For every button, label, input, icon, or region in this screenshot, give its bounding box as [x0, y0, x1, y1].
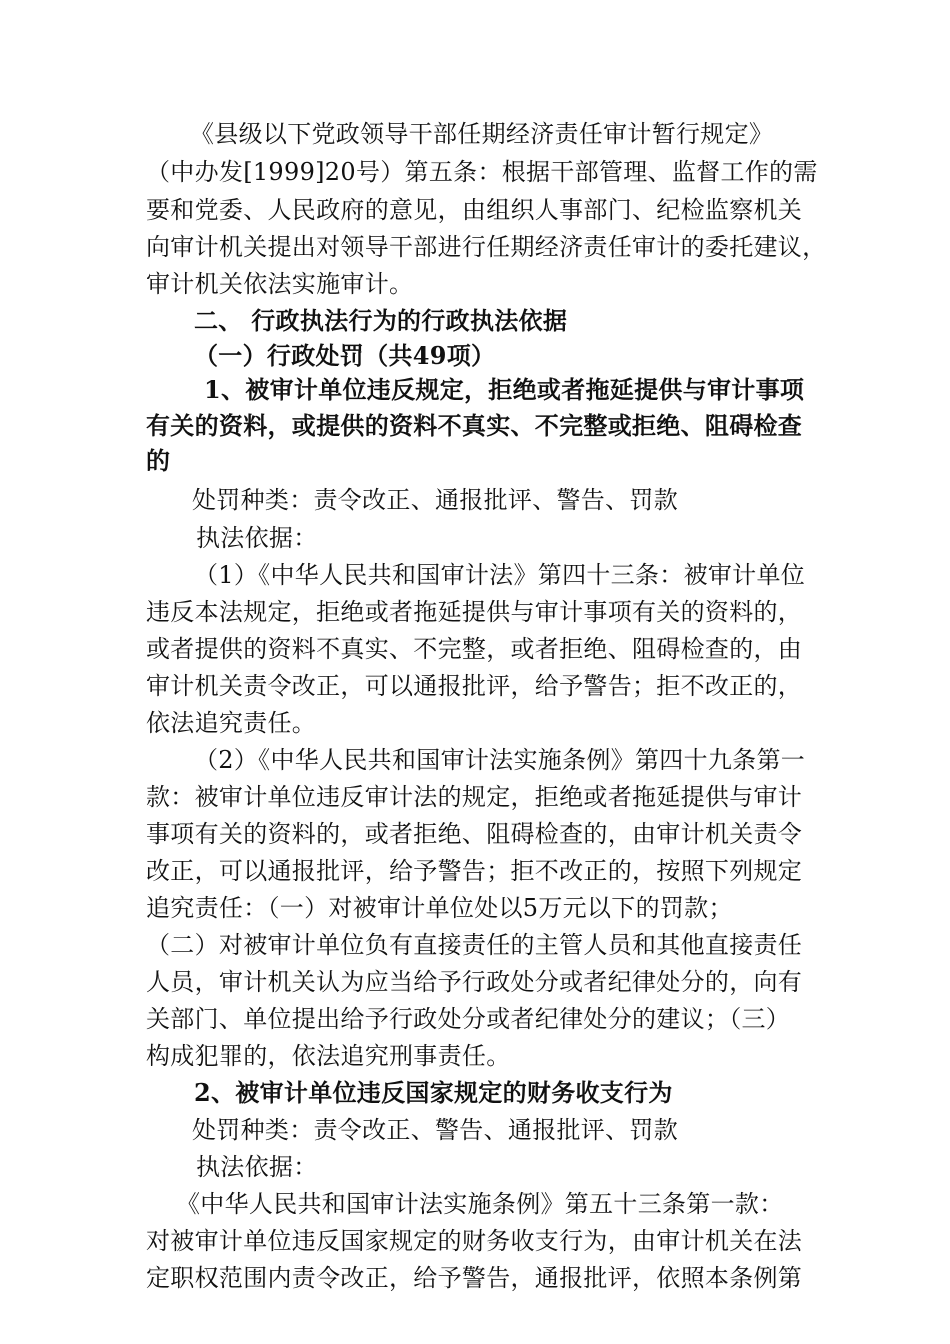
text-line: （中办发[1999]20号）第五条：根据干部管理、监督工作的需 — [146, 158, 818, 186]
text-line: 依法追究责任。 — [146, 709, 317, 737]
text-line: （2）《中华人民共和国审计法实施条例》第四十九条第一 — [194, 746, 806, 774]
heading-line: 2、被审计单位违反国家规定的财务收支行为 — [194, 1078, 673, 1107]
text-line: 款：被审计单位违反审计法的规定，拒绝或者拖延提供与审计 — [146, 783, 803, 811]
text-line: 追究责任：（一）对被审计单位处以5万元以下的罚款； — [146, 894, 733, 922]
text-line: 违反本法规定，拒绝或者拖延提供与审计事项有关的资料的， — [146, 598, 803, 626]
heading-line: （一）行政处罚（共49项） — [194, 341, 496, 370]
text-line: 人员，审计机关认为应当给予行政处分或者纪律处分的，向有 — [146, 968, 803, 996]
heading-line: 二、 行政执法行为的行政执法依据 — [194, 306, 568, 335]
heading-line: 有关的资料，或提供的资料不真实、不完整或拒绝、阻碍检查 — [146, 411, 803, 440]
text-line: 向审计机关提出对领导干部进行任期经济责任审计的委托建议， — [146, 233, 827, 261]
heading-line: 1、被审计单位违反规定，拒绝或者拖延提供与审计事项 — [204, 375, 805, 404]
text-line: 或者提供的资料不真实、不完整，或者拒绝、阻碍检查的，由 — [146, 635, 803, 663]
text-line: 处罚种类：责令改正、警告、通报批评、罚款 — [192, 1116, 678, 1144]
heading-line: 的 — [146, 446, 171, 475]
text-line: 定职权范围内责令改正，给予警告，通报批评，依照本条例第 — [146, 1264, 803, 1292]
text-line: 执法依据： — [196, 1153, 318, 1181]
text-line: 《中华人民共和国审计法实施条例》第五十三条第一款： — [176, 1190, 784, 1218]
text-line: 关部门、单位提出给予行政处分或者纪律处分的建议；（三） — [146, 1005, 791, 1033]
text-line: 要和党委、人民政府的意见，由组织人事部门、纪检监察机关 — [146, 196, 803, 224]
text-line: （二）对被审计单位负有直接责任的主管人员和其他直接责任 — [146, 931, 803, 959]
text-line: 处罚种类：责令改正、通报批评、警告、罚款 — [192, 486, 678, 514]
text-line: （1）《中华人民共和国审计法》第四十三条：被审计单位 — [194, 561, 806, 589]
text-line: 审计机关责令改正，可以通报批评，给予警告；拒不改正的， — [146, 672, 803, 700]
text-line: 构成犯罪的，依法追究刑事责任。 — [146, 1042, 511, 1070]
text-line: 审计机关依法实施审计。 — [146, 270, 414, 298]
text-line: 对被审计单位违反国家规定的财务收支行为，由审计机关在法 — [146, 1227, 803, 1255]
text-line: 改正，可以通报批评，给予警告；拒不改正的，按照下列规定 — [146, 857, 803, 885]
text-line: 执法依据： — [196, 524, 318, 552]
text-line: 事项有关的资料的，或者拒绝、阻碍检查的，由审计机关责令 — [146, 820, 803, 848]
text-line: 《县级以下党政领导干部任期经济责任审计暂行规定》 — [190, 120, 774, 148]
